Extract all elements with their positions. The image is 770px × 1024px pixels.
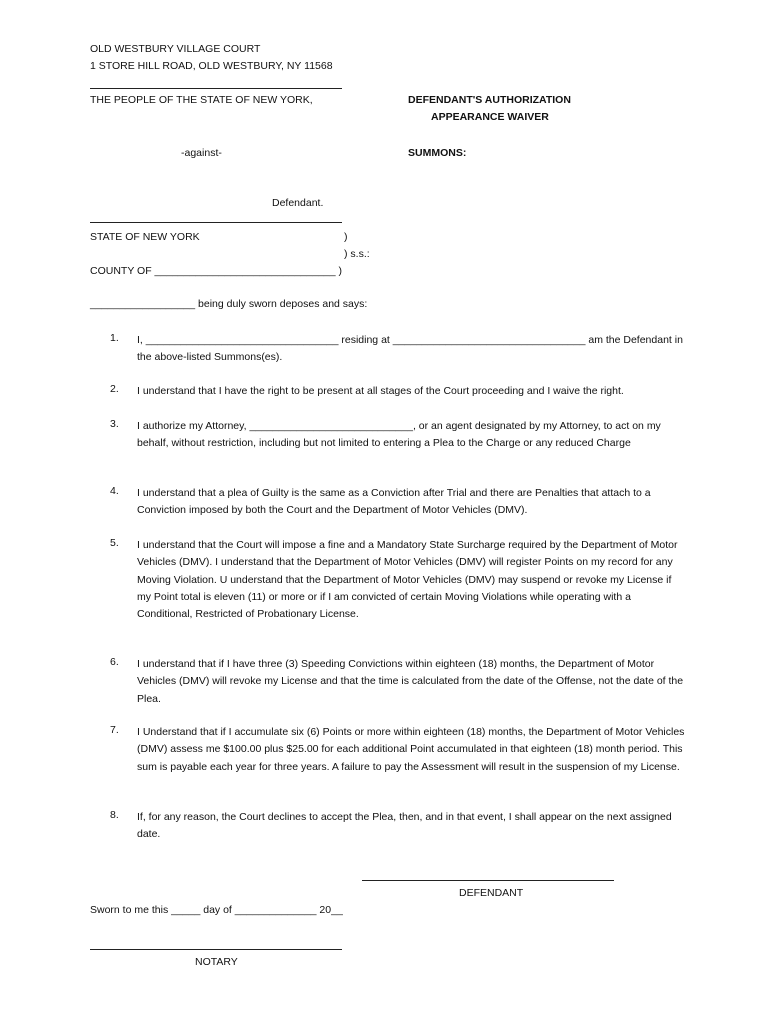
item-number: 8. (110, 809, 119, 821)
document-title-line1: DEFENDANT'S AUTHORIZATION (408, 94, 571, 106)
document-title-line2: APPEARANCE WAIVER (431, 111, 549, 123)
venue-county: COUNTY OF _______________________________ ) (90, 265, 342, 277)
court-name: OLD WESTBURY VILLAGE COURT (90, 43, 261, 55)
caption-top-rule (90, 88, 342, 89)
item-number: 1. (110, 332, 119, 344)
against-label: -against- (181, 147, 222, 159)
item-text: I authorize my Attorney, ____________________________, or an agent designated by my Attorney, to act on my behalf, without restriction, including but not limited to entering a Plea to the Charge or any reduced Charge (137, 420, 661, 450)
sworn-intro: __________________ being duly sworn deposes and says: (90, 298, 368, 310)
item-text: I understand that if I have three (3) Speeding Convictions within eighteen (18) months, the Department of Motor Vehicles (DMV) will revoke my License and that the time is calculated from the date of the Offense, not the date of the Plea. (137, 658, 684, 705)
item-number: 3. (110, 418, 119, 430)
item-number: 5. (110, 537, 119, 549)
item-text: I, _________________________________ residing at _________________________________ am the Defendant in the above-listed Summons(es). (137, 334, 683, 364)
item-number: 6. (110, 656, 119, 668)
item-text: I Understand that if I accumulate six (6) Points or more within eighteen (18) months, the Department of Motor Vehicles (DMV) assess me $100.00 plus $25.00 for each additional Point accumulated in that eighteen (18) month period. This sum is payable each year for three years. A failure to pay the Assessment will result in the suspension of my License. (137, 726, 685, 773)
item-text: If, for any reason, the Court declines to accept the Plea, then, and in that event, I shall appear on the next assigned date. (137, 811, 672, 841)
people-of-state: THE PEOPLE OF THE STATE OF NEW YORK, (90, 94, 313, 106)
court-address: 1 STORE HILL ROAD, OLD WESTBURY, NY 11568 (90, 60, 333, 72)
summons-label: SUMMONS: (408, 147, 467, 159)
defendant-caption-label: Defendant. (272, 197, 324, 209)
item-number: 2. (110, 383, 119, 395)
venue-ss: ) s.s.: (344, 248, 370, 260)
venue-paren: ) (344, 231, 348, 243)
defendant-signature-label: DEFENDANT (459, 887, 524, 899)
sworn-date-line: Sworn to me this _____ day of ______________ 20__ (90, 904, 343, 916)
caption-bottom-rule (90, 222, 342, 223)
item-number: 4. (110, 485, 119, 497)
item-text: I understand that I have the right to be present at all stages of the Court proceeding and I waive the right. (137, 385, 624, 397)
defendant-signature-line (362, 880, 614, 881)
venue-state: STATE OF NEW YORK (90, 231, 200, 243)
item-text: I understand that the Court will impose a fine and a Mandatory State Surcharge required by the Department of Motor Vehicles (DMV). I understand that the Department of Motor Vehicles (DMV) will register Points on my record for any Moving Violation. U understand that the Department of Motor Vehicles (DMV) may suspend or revoke my License if my Point total is eleven (11) or more or if I am convicted of certain Moving Violations while operating with a Conditional, Restricted of Probationary License. (137, 539, 678, 621)
notary-signature-line (90, 949, 342, 950)
notary-signature-label: NOTARY (195, 956, 238, 968)
item-text: I understand that a plea of Guilty is the same as a Conviction after Trial and there are Penalties that attach to a Conviction imposed by both the Court and the Department of Motor Vehicles (DMV). (137, 487, 651, 517)
item-number: 7. (110, 724, 119, 736)
